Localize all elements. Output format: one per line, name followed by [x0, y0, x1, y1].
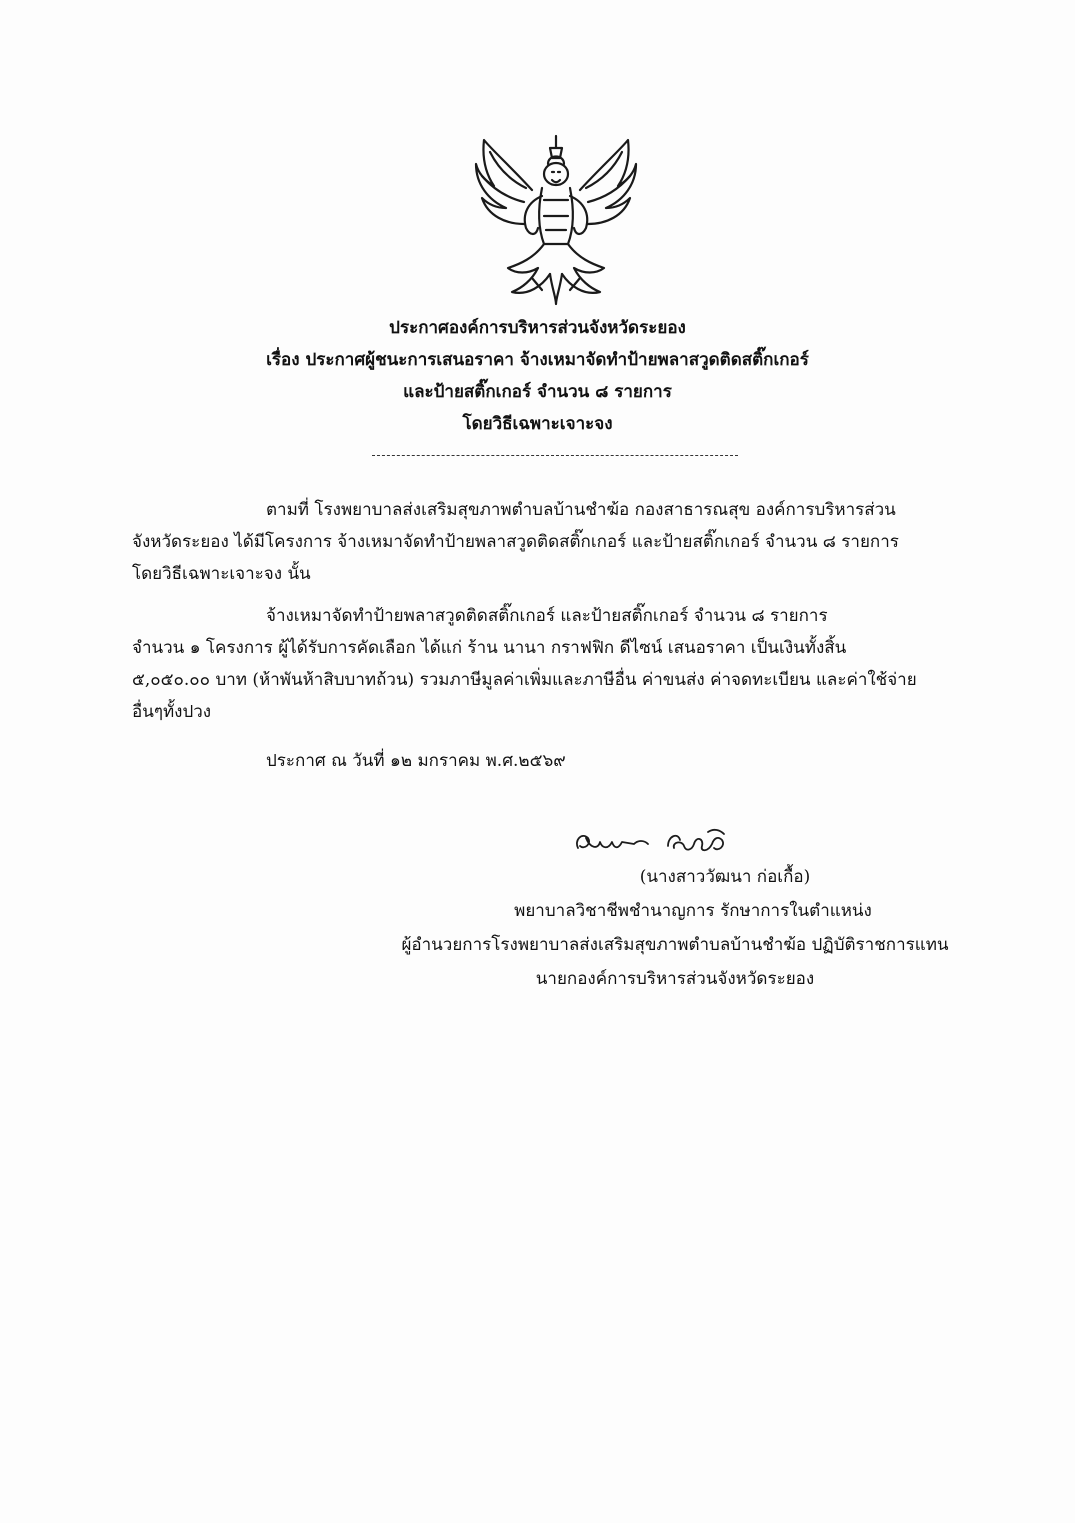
paragraph-line: จังหวัดระยอง ได้มีโครงการ จ้างเหมาจัดทำป้ายพลาสวูดติดสติ๊กเกอร์ และป้ายสติ๊กเกอร์ จำนวน ๘ รายการ [132, 532, 899, 552]
header-line-1: ประกาศองค์การบริหารส่วนจังหวัดระยอง [389, 318, 686, 338]
garuda-emblem-icon [472, 128, 640, 306]
header-line-2: เรื่อง ประกาศผู้ชนะการเสนอราคา จ้างเหมาจัดทำป้ายพลาสวูดติดสติ๊กเกอร์ [266, 350, 809, 370]
header-line-4: โดยวิธีเฉพาะเจาะจง [462, 414, 613, 434]
announcement-date: ประกาศ ณ วันที่ ๑๒ มกราคม พ.ศ.๒๕๖๙ [266, 751, 566, 771]
header-line-3: และป้ายสติ๊กเกอร์ จำนวน ๘ รายการ [403, 382, 672, 402]
paragraph-line: ตามที่ โรงพยาบาลส่งเสริมสุขภาพตำบลบ้านชำฆ้อ กองสาธารณสุข องค์การบริหารส่วน [266, 500, 896, 520]
paragraph-line: ๕,๐๕๐.๐๐ บาท (ห้าพันห้าสิบบาทถ้วน) รวมภาษีมูลค่าเพิ่มและภาษีอื่น ค่าขนส่ง ค่าจดทะเบียน และค่าใช้จ่าย [132, 670, 917, 690]
paragraph-line: จ้างเหมาจัดทำป้ายพลาสวูดติดสติ๊กเกอร์ และป้ายสติ๊กเกอร์ จำนวน ๘ รายการ [266, 606, 828, 626]
signatory-position-3: นายกองค์การบริหารส่วนจังหวัดระยอง [535, 969, 815, 989]
paragraph-background [132, 494, 976, 590]
signatory-position-2: ผู้อำนวยการโรงพยาบาลส่งเสริมสุขภาพตำบลบ้านชำฆ้อ ปฏิบัติราชการแทน [401, 935, 949, 955]
paragraph-line: โดยวิธีเฉพาะเจาะจง นั้น [132, 564, 311, 584]
signatory-block [360, 860, 990, 996]
announcement-header [100, 312, 975, 440]
signatory-name: (นางสาววัฒนา ก่อเกื้อ) [639, 867, 811, 887]
paragraph-award [132, 600, 976, 728]
handwritten-signature [568, 818, 748, 864]
paragraph-line: จำนวน ๑ โครงการ ผู้ได้รับการคัดเลือก ได้แก่ ร้าน นานา กราฟฟิก ดีไซน์ เสนอราคา เป็นเงินทั้งสิ้น [132, 638, 847, 658]
paragraph-line: อื่นๆทั้งปวง [132, 702, 212, 722]
signatory-position-1: พยาบาลวิชาชีพชำนาญการ รักษาการในตำแหน่ง [514, 901, 872, 921]
header-divider [372, 455, 738, 456]
